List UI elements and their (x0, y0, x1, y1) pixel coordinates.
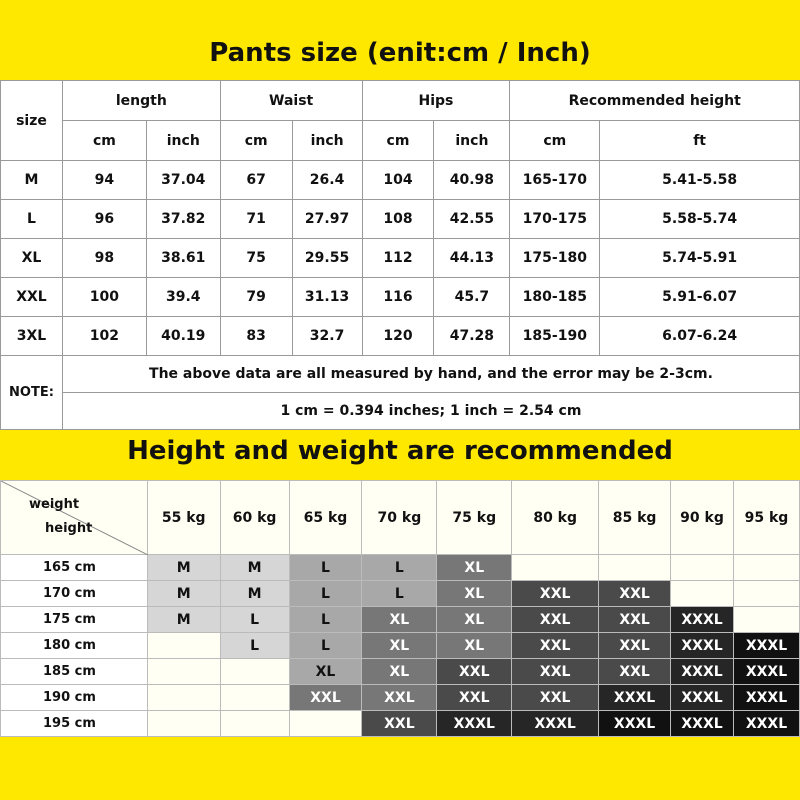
size-value-cell: 26.4 (292, 161, 362, 200)
size-value-cell: 40.19 (146, 317, 220, 356)
size-recommendation-cell: XXXL (671, 711, 734, 737)
height-label-cell: 175 cm (1, 607, 148, 633)
size-value-cell: 29.55 (292, 239, 362, 278)
length-header: length (62, 81, 220, 121)
height-label-cell: 180 cm (1, 633, 148, 659)
size-recommendation-cell: XXL (289, 685, 362, 711)
size-value-cell: 185-190 (510, 317, 600, 356)
pants-size-title: Pants size (enit:cm / Inch) (209, 38, 591, 68)
size-recommendation-cell: XXL (599, 607, 671, 633)
size-value-cell: 32.7 (292, 317, 362, 356)
corner-height-label: height (45, 521, 93, 536)
size-value-cell: 94 (62, 161, 146, 200)
size-recommendation-cell (733, 581, 799, 607)
size-recommendation-cell: M (147, 607, 220, 633)
weight-height-corner (1, 481, 148, 555)
size-label-cell: M (1, 161, 63, 200)
size-recommendation-cell: XXXL (512, 711, 599, 737)
size-recommendation-cell: M (147, 581, 220, 607)
size-label-cell: XL (1, 239, 63, 278)
size-value-cell: 31.13 (292, 278, 362, 317)
size-recommendation-cell: XXXL (671, 685, 734, 711)
weight-header: 90 kg (671, 481, 734, 555)
size-recommendation-cell: XXXL (671, 633, 734, 659)
note-line-1: The above data are all measured by hand, and the error may be 2-3cm. (62, 356, 799, 393)
size-recommendation-cell: XXL (512, 581, 599, 607)
size-value-cell: 27.97 (292, 200, 362, 239)
size-value-cell: 5.58-5.74 (600, 200, 800, 239)
weight-header: 85 kg (599, 481, 671, 555)
size-recommendation-cell: XXL (512, 633, 599, 659)
size-recommendation-cell (671, 555, 734, 581)
size-recommendation-cell (147, 633, 220, 659)
size-row (1, 317, 800, 356)
size-value-cell: 100 (62, 278, 146, 317)
size-recommendation-cell: XXXL (733, 711, 799, 737)
size-row (1, 239, 800, 278)
size-recommendation-cell: XL (362, 659, 437, 685)
size-recommendation-cell: L (289, 555, 362, 581)
size-recommendation-cell (599, 555, 671, 581)
weight-header: 65 kg (289, 481, 362, 555)
size-recommendation-cell: XL (437, 555, 512, 581)
size-recommendation-cell: XL (362, 607, 437, 633)
size-recommendation-cell: XL (362, 633, 437, 659)
size-recommendation-cell: XL (289, 659, 362, 685)
weight-header: 75 kg (437, 481, 512, 555)
weight-header: 60 kg (220, 481, 289, 555)
size-recommendation-cell: XXL (512, 685, 599, 711)
size-value-cell: 112 (362, 239, 434, 278)
size-recommendation-cell (512, 555, 599, 581)
size-value-cell: 47.28 (434, 317, 510, 356)
size-recommendation-cell: XXL (437, 659, 512, 685)
size-value-cell: 75 (220, 239, 292, 278)
size-recommendation-cell: XXL (599, 633, 671, 659)
unit-header: cm (510, 121, 600, 161)
height-row (1, 711, 800, 737)
weight-header: 95 kg (733, 481, 799, 555)
size-recommendation-cell: M (220, 581, 289, 607)
size-recommendation-cell: L (289, 607, 362, 633)
height-row (1, 685, 800, 711)
height-label-cell: 165 cm (1, 555, 148, 581)
size-recommendation-cell: XL (437, 633, 512, 659)
height-label-cell: 185 cm (1, 659, 148, 685)
size-recommendation-cell: XXXL (733, 685, 799, 711)
size-value-cell: 104 (362, 161, 434, 200)
unit-header: cm (362, 121, 434, 161)
size-recommendation-cell (147, 685, 220, 711)
weight-header: 80 kg (512, 481, 599, 555)
size-value-cell: 175-180 (510, 239, 600, 278)
size-recommendation-cell: XXXL (599, 711, 671, 737)
size-recommendation-cell (220, 711, 289, 737)
size-value-cell: 45.7 (434, 278, 510, 317)
size-value-cell: 170-175 (510, 200, 600, 239)
size-row (1, 278, 800, 317)
size-value-cell: 180-185 (510, 278, 600, 317)
size-recommendation-cell: XXXL (671, 607, 734, 633)
size-value-cell: 38.61 (146, 239, 220, 278)
height-weight-title: Height and weight are recommended (127, 436, 673, 466)
height-row (1, 581, 800, 607)
size-recommendation-cell (733, 555, 799, 581)
size-recommendation-cell: XXL (362, 685, 437, 711)
corner-weight-label: weight (29, 497, 80, 512)
height-row (1, 555, 800, 581)
size-recommendation-cell (733, 607, 799, 633)
size-label-cell: 3XL (1, 317, 63, 356)
size-recommendation-cell: M (147, 555, 220, 581)
size-value-cell: 42.55 (434, 200, 510, 239)
size-value-cell: 5.91-6.07 (600, 278, 800, 317)
size-value-cell: 108 (362, 200, 434, 239)
size-recommendation-cell: XXXL (599, 685, 671, 711)
size-value-cell: 71 (220, 200, 292, 239)
weight-header: 70 kg (362, 481, 437, 555)
size-recommendation-cell: XXXL (671, 659, 734, 685)
size-recommendation-cell: L (362, 581, 437, 607)
size-recommendation-cell: M (220, 555, 289, 581)
size-recommendation-cell: XXXL (733, 633, 799, 659)
unit-header: cm (62, 121, 146, 161)
height-label-cell: 190 cm (1, 685, 148, 711)
size-value-cell: 44.13 (434, 239, 510, 278)
size-recommendation-cell (147, 659, 220, 685)
height-row (1, 607, 800, 633)
size-value-cell: 98 (62, 239, 146, 278)
size-recommendation-cell: XXL (599, 581, 671, 607)
size-value-cell: 116 (362, 278, 434, 317)
size-recommendation-cell: XXXL (437, 711, 512, 737)
size-value-cell: 5.41-5.58 (600, 161, 800, 200)
unit-header: inch (146, 121, 220, 161)
height-label-cell: 170 cm (1, 581, 148, 607)
size-value-cell: 39.4 (146, 278, 220, 317)
size-recommendation-cell (671, 581, 734, 607)
note-label: NOTE: (1, 356, 63, 430)
height-label-cell: 195 cm (1, 711, 148, 737)
size-recommendation-cell: XXL (599, 659, 671, 685)
size-recommendation-cell: L (289, 581, 362, 607)
size-recommendation-cell: L (220, 633, 289, 659)
unit-header: inch (434, 121, 510, 161)
note-line-2: 1 cm = 0.394 inches; 1 inch = 2.54 cm (62, 393, 799, 430)
size-value-cell: 79 (220, 278, 292, 317)
size-recommendation-cell: L (362, 555, 437, 581)
height-row (1, 659, 800, 685)
size-value-cell: 67 (220, 161, 292, 200)
size-recommendation-cell: XXL (512, 659, 599, 685)
size-value-cell: 96 (62, 200, 146, 239)
size-value-cell: 37.82 (146, 200, 220, 239)
size-recommendation-cell (220, 659, 289, 685)
size-recommendation-cell: XXXL (733, 659, 799, 685)
size-recommendation-cell (220, 685, 289, 711)
size-value-cell: 40.98 (434, 161, 510, 200)
size-row (1, 200, 800, 239)
size-recommendation-cell (289, 711, 362, 737)
size-value-cell: 5.74-5.91 (600, 239, 800, 278)
waist-header: Waist (220, 81, 362, 121)
size-header: size (1, 81, 63, 161)
unit-header: ft (600, 121, 800, 161)
size-recommendation-cell (147, 711, 220, 737)
pants-size-table (0, 80, 800, 430)
height-weight-table (0, 480, 800, 737)
size-row (1, 161, 800, 200)
size-value-cell: 37.04 (146, 161, 220, 200)
size-label-cell: L (1, 200, 63, 239)
hips-header: Hips (362, 81, 510, 121)
height-row (1, 633, 800, 659)
unit-header: cm (220, 121, 292, 161)
unit-header: inch (292, 121, 362, 161)
size-recommendation-cell: XL (437, 581, 512, 607)
recommended-height-header: Recommended height (510, 81, 800, 121)
size-value-cell: 83 (220, 317, 292, 356)
size-recommendation-cell: XXL (362, 711, 437, 737)
size-recommendation-cell: XL (437, 607, 512, 633)
size-recommendation-cell: XXL (437, 685, 512, 711)
units-row (1, 121, 800, 161)
size-label-cell: XXL (1, 278, 63, 317)
size-value-cell: 120 (362, 317, 434, 356)
size-recommendation-cell: XXL (512, 607, 599, 633)
size-value-cell: 102 (62, 317, 146, 356)
weight-header: 55 kg (147, 481, 220, 555)
size-value-cell: 6.07-6.24 (600, 317, 800, 356)
size-recommendation-cell: L (220, 607, 289, 633)
size-recommendation-cell: L (289, 633, 362, 659)
corner-diagonal (1, 481, 148, 555)
size-value-cell: 165-170 (510, 161, 600, 200)
